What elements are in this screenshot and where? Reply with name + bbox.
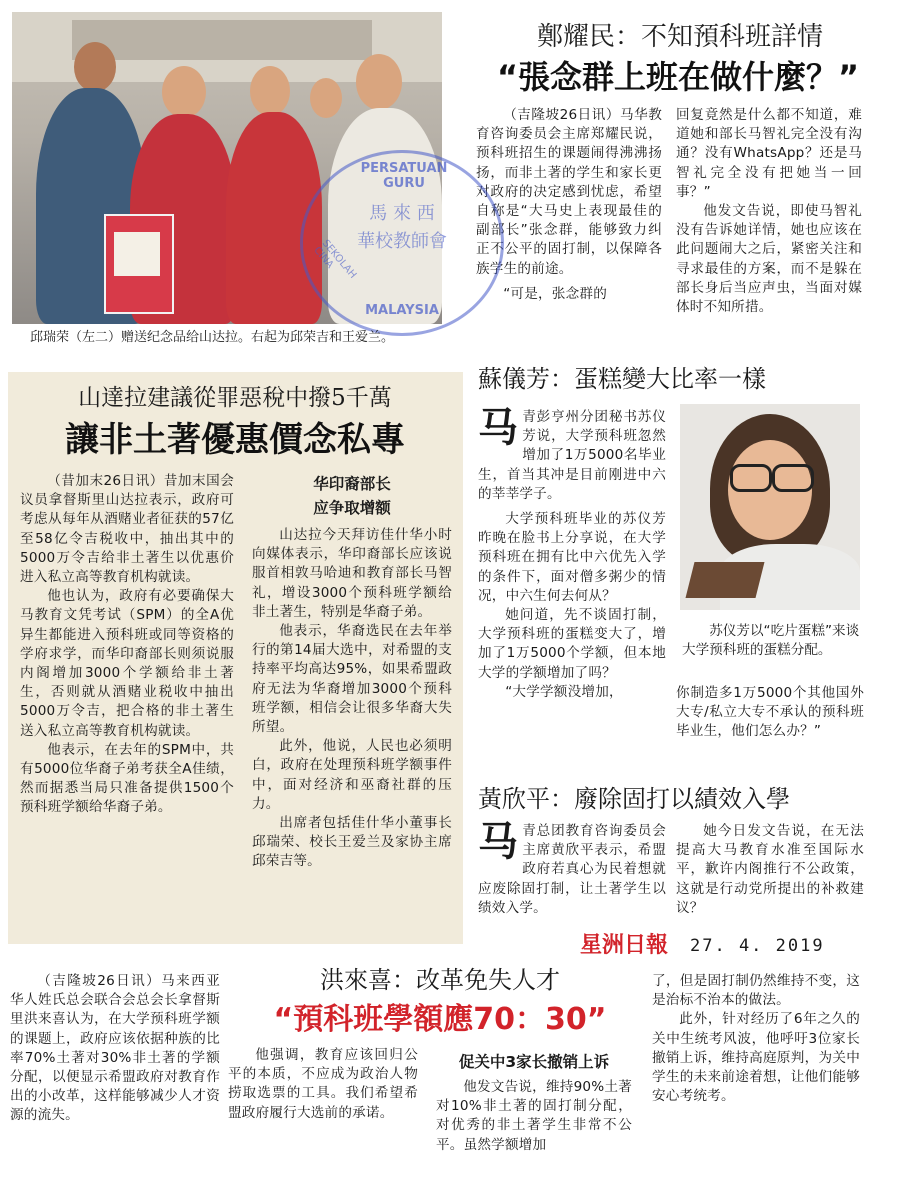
article3-paragraph: 你制造多1万5000个其他国外大专/私立大专不承认的预科班毕业生，他们怎么办？” [676,685,864,740]
stamp-bottom-text: MALAYSIA [365,303,439,318]
article5-column-2 [228,1046,418,1123]
article5-column-1 [10,972,220,1126]
portrait-photo [680,404,860,610]
article2-subhead-line1: 华印裔部长 [313,475,391,493]
article2-kicker: 山達拉建議從罪惡稅中撥5千萬 [78,385,392,411]
article2-paragraph: 他表示，华裔选民在去年举行的第14届大选中，对希盟的支持率平均高达95%，如果希盟政府无法为华裔增加3000个预科班学额，相信会让很多华裔大失所望。 [252,623,452,736]
article2-column-2 [252,472,452,872]
article2-paragraph: 出席者包括佳什华小董事长邱瑞荣、校长王爱兰及家协主席邱荣吉等。 [252,815,452,870]
article2-paragraph: （昔加末26日讯）昔加末国会议员拿督斯里山达拉表示，政府可考虑从每年从酒赌业者征获的57亿至58亿令吉税收中，抽出其中的5000万令吉给非土著生以优惠价进入私立高等教育机构就读。 [20,473,234,586]
article5-kicker: 洪來喜：改革免失人才 [320,966,560,994]
article1-headline: “張念群上班在做什麼？” [496,58,860,96]
article5-paragraph: 了，但是固打制仍然维持不变，这是治标不治本的做法。 [652,973,860,1009]
article3-column-2 [676,684,864,742]
stamp-left-text: SEKOLAH CINA [311,237,359,281]
article4-column-2 [676,822,864,918]
article3-headline: 蘇儀芳：蛋糕變大比率一樣 [478,365,766,393]
article1-paragraph: （吉隆坡26日讯）马华教育咨询委员会主席郑耀民说，预科班招生的课题闹得沸沸扬扬，而非土著的学生和家长更对政府的决定感到忧虑，希望自称是“大马史上表现最佳的副部长”张念群，能够致力纠正不公平的固打制，以保障各族学生的前途。 [476,107,662,277]
article2-subhead-line2: 应争取增额 [313,499,391,517]
article1-paragraph: “可是，张念群的 [503,285,607,302]
article2-headline: 讓非土著優惠價念私專 [65,420,405,460]
article5-paragraph: 他发文告说，维持90%土著对10%非土著的固打制分配，对优秀的非土著学生非常不公平。虽然学额增加 [436,1079,632,1153]
article5-headline: “預科班學額應70：30” [273,1002,607,1037]
association-stamp [300,150,504,336]
stamp-center-line2: 華校教師會 [357,231,447,252]
article3-paragraph: “大学学额没增加， [505,683,623,700]
article1-column-2 [676,106,862,317]
article3-paragraph: 青彭亨州分团秘书苏仪芳说，大学预科班忽然增加了1万5000名毕业生，首当其冲是目前刚进中六的莘莘学子。 [478,409,666,502]
stamp-center-line1: 馬 來 西 [369,203,435,224]
article5-subhead: 促关中3家长撤销上诉 [458,1053,610,1071]
article5-column-4 [652,972,860,1106]
article1-paragraph: 他发文告说，即使马智礼没有告诉她详情，她也应该在此问题闹大之后，紧密关注和寻求最佳的方案，而不是躲在部长身后当应声虫，当面对媒体时不知所措。 [676,203,862,316]
article1-paragraph: 回复竟然是什么都不知道，难道她和部长马智礼完全没有沟通？没有WhatsApp？还是马智礼完全没有把她当一回事？” [676,107,862,200]
article3-paragraph: 大学预科班毕业的苏仪芳昨晚在脸书上分享说，在大学预科班在拥有比中六优先入学的条件下，面对僧多粥少的情况，中六生何去何从？ [478,511,666,604]
article4-paragraph: 青总团教育咨询委员会主席黄欣平表示，希盟政府若真心为民着想就应废除固打制，让土著学生以绩效入学。 [478,823,666,916]
article1-column-1 [476,106,662,304]
stamp-top-text: PERSATUAN GURU [360,161,448,191]
article2-paragraph: 此外，他说，人民也必须明白，政府在处理预科班学额事件中，面对经济和巫裔社群的压力。 [252,738,452,812]
article4-column-1 [478,819,666,918]
publication-date: 27. 4. 2019 [690,936,825,956]
article2-paragraph: 他表示，在去年的SPM中，共有5000位华裔子弟考获全A佳绩，然而据悉当局只准备提供1500个预科班学额给华裔子弟。 [20,741,234,816]
article4-dropcap: 马 [478,819,519,865]
article3-paragraph: 她问道，先不谈固打制，大学预科班的蛋糕变大了，增加了1万5000个学额，但本地大学的学额增加了吗？ [478,607,666,681]
article5-paragraph: 此外，针对经历了6年之久的关中生统考风波，他呼吁3位家长撤销上诉，维持高庭原判，为关中学生的未来前途着想，让他们能够安心考统考。 [652,1011,860,1105]
article1-kicker: 鄭耀民：不知預科班詳情 [536,22,823,52]
article2-paragraph: 山达拉今天拜访佳什华小时向媒体表示，华印裔部长应该说服首相敦马哈迪和教育部长马智礼，增设3000个预科班学额给非土著生，特别是华裔子弟。 [252,527,452,620]
article3-column-1 [478,405,666,702]
article5-paragraph: （吉隆坡26日讯）马来西亚华人姓氏总会联合会总会长拿督斯里洪来喜认为，在大学预科班学额的课题上，政府应该依据种族的比率70%土著对30%非土著的学额分配，以便显示希盟政府对教育作出的小改革，这样能够减少人才资源的流失。 [10,973,220,1124]
photo-caption: 邱瑞荣（左二）赠送纪念品给山达拉。右起为邱荣吉和王爱兰。 [30,330,395,345]
article5-paragraph: 他强调，教育应该回归公平的本质，不应成为政治人物捞取选票的工具。我们希望希盟政府履行大选前的承诺。 [228,1047,418,1121]
article3-dropcap: 马 [478,405,519,451]
article4-paragraph: 她今日发文告说，在无法提高大马教育水准至国际水平，歉许内阁推行不公政策，这就是行动党所提出的补救建议？ [676,823,864,916]
newspaper-name: 星洲日報 [580,932,669,958]
portrait-caption: 苏仪芳以“吃片蛋糕”来谈大学预科班的蛋糕分配。 [682,623,860,659]
article5-column-3 [436,1050,632,1155]
article2-paragraph: 他也认为，政府有必要确保大马教育文凭考试（SPM）的全A优异生都能进入预科班或同等资格的学府求学，而华印裔部长则须说服内阁增加3000个学额给非土著生，否则就从酒赌业税收中抽出5000万令吉，把合格的非土著生送入私立高等教育机构就读。 [20,588,234,739]
article2-column-1 [20,472,234,818]
article4-headline: 黃欣平：廢除固打以績效入學 [478,785,790,813]
